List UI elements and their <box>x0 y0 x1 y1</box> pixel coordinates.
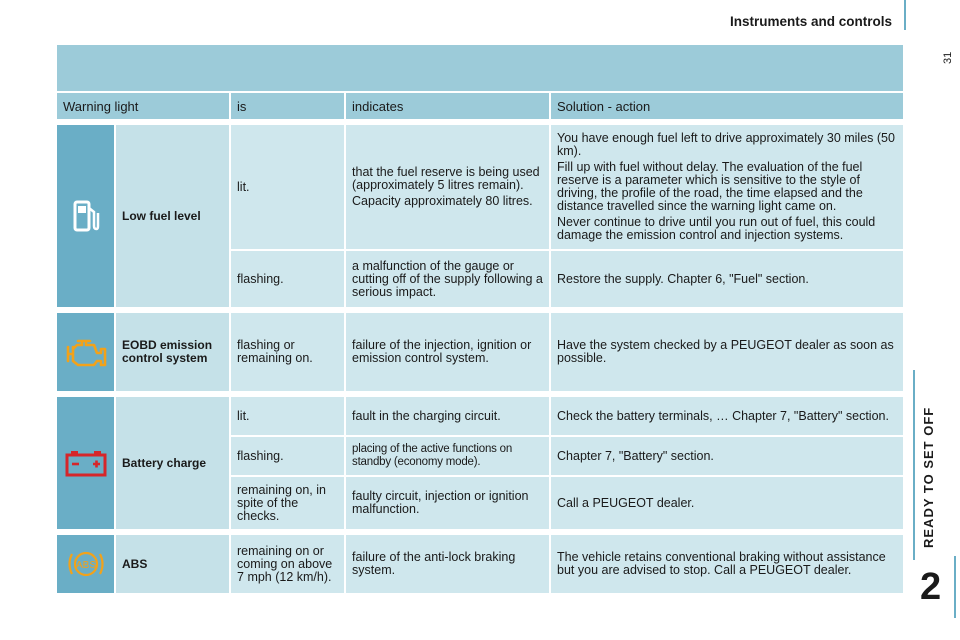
battery-is-remaining-on: remaining on, in spite of the checks. <box>231 477 346 531</box>
table-row <box>57 535 903 595</box>
low-fuel-action-flashing: Restore the supply. Chapter 6, "Fuel" section. <box>551 251 903 309</box>
eobd-indicates: failure of the injection, ignition or emission control system. <box>346 313 551 393</box>
battery-is-flashing: flashing. <box>231 437 346 477</box>
abs-warning-icon-cell <box>57 535 116 595</box>
header-rule <box>904 0 906 30</box>
chapter-number: 2 <box>920 566 942 608</box>
battery-indicates-lit: fault in the charging circuit. <box>346 397 551 437</box>
low-fuel-indicates-lit: that the fuel reserve is being used (approximately 5 litres remain). Capacity approximately 80 litres. <box>346 125 551 251</box>
table-row <box>57 313 903 393</box>
abs-icon-label: ABS <box>75 560 96 571</box>
battery-action-lit: Check the battery terminals, … Chapter 7, "Battery" section. <box>551 397 903 437</box>
battery-icon <box>64 448 108 478</box>
battery-action-flashing: Chapter 7, "Battery" section. <box>551 437 903 477</box>
column-header-warning-light: Warning light <box>57 93 231 121</box>
eobd-warning-icon-cell <box>57 313 116 393</box>
chapter-rule <box>954 556 956 618</box>
abs-is: remaining on or coming on above 7 mph (12 km/h). <box>231 535 346 595</box>
fuel-warning-icon-cell <box>57 125 116 309</box>
low-fuel-is-lit: lit. <box>231 125 346 251</box>
battery-indicates-flashing: placing of the active functions on standby (economy mode). <box>346 437 551 477</box>
battery-indicates-remaining-on: faulty circuit, injection or ignition malfunction. <box>346 477 551 531</box>
warning-name-low-fuel: Low fuel level <box>116 125 231 309</box>
abs-indicates: failure of the anti-lock braking system. <box>346 535 551 595</box>
low-fuel-indicates-flashing: a malfunction of the gauge or cutting off of the supply following a serious impact. <box>346 251 551 309</box>
fuel-pump-icon <box>72 199 100 233</box>
eobd-is: flashing or remaining on. <box>231 313 346 393</box>
table-header-row <box>57 93 903 121</box>
engine-icon <box>64 335 108 369</box>
battery-is-lit: lit. <box>231 397 346 437</box>
page-number: 31 <box>942 51 954 64</box>
warning-lights-table <box>57 45 903 595</box>
column-header-indicates: indicates <box>346 93 551 121</box>
section-rule <box>913 370 915 560</box>
table-row <box>57 125 903 251</box>
battery-action-remaining-on: Call a PEUGEOT dealer. <box>551 477 903 531</box>
low-fuel-is-flashing: flashing. <box>231 251 346 309</box>
eobd-action: Have the system checked by a PEUGEOT dealer as soon as possible. <box>551 313 903 393</box>
table-row <box>57 397 903 437</box>
warning-name-eobd: EOBD emission control system <box>116 313 231 393</box>
abs-action: The vehicle retains conventional braking without assistance but you are advised to stop. Call a PEUGEOT dealer. <box>551 535 903 595</box>
low-fuel-action-lit: You have enough fuel left to drive approximately 30 miles (50 km). Fill up with fuel without delay. The evaluation of the fuel reserve is a parameter which is sensitive to the style of driving, the profile of the road, the time elapsed and the distance travelled since the warning light came on. Never continue to drive until you run out of fuel, this could damage the emission control and injection systems. <box>551 125 903 251</box>
table-banner <box>57 45 903 91</box>
warning-name-battery: Battery charge <box>116 397 231 531</box>
battery-warning-icon-cell <box>57 397 116 531</box>
abs-icon <box>64 547 108 581</box>
page-header-title: Instruments and controls <box>729 14 892 29</box>
warning-name-abs: ABS <box>116 535 231 595</box>
column-header-is: is <box>231 93 346 121</box>
column-header-solution: Solution - action <box>551 93 903 121</box>
section-title: READY TO SET OFF <box>921 406 936 548</box>
